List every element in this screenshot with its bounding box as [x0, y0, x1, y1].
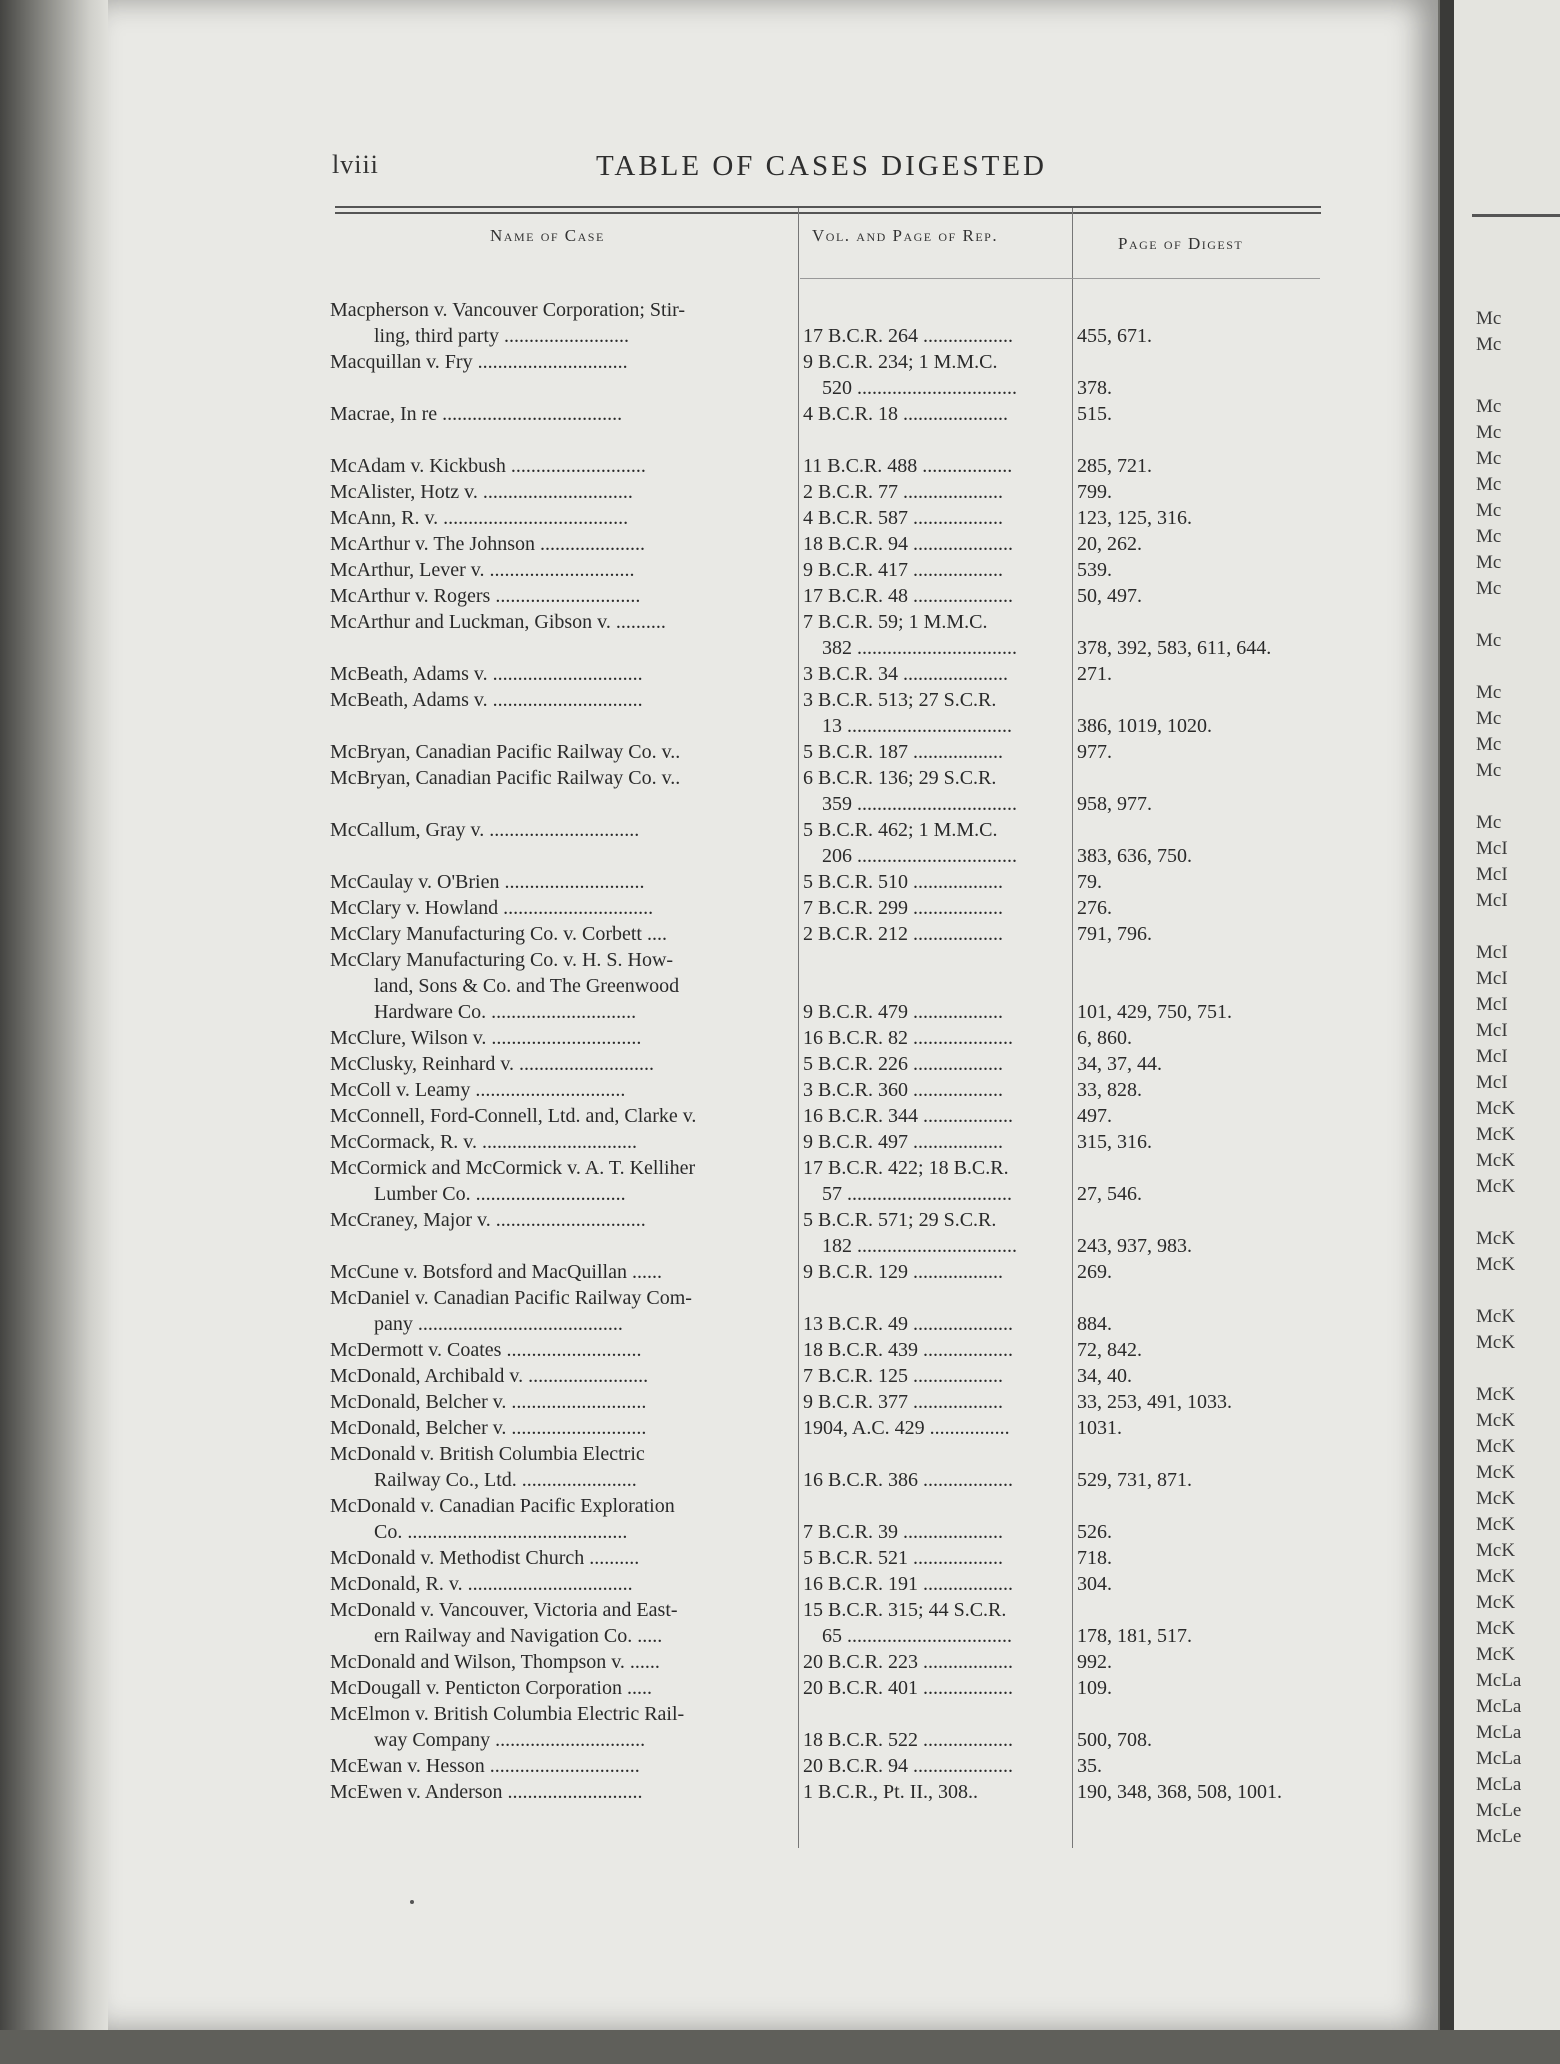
- facing-page-fragment: McK: [1476, 1332, 1516, 1353]
- facing-page-fragment: McK: [1476, 1644, 1516, 1665]
- case-name: McArthur and Luckman, Gibson v. ..........: [330, 611, 666, 633]
- report-reference: 5 B.C.R. 226 ..................: [803, 1053, 1004, 1075]
- digest-pages: 315, 316.: [1077, 1131, 1152, 1153]
- digest-pages: 500, 708.: [1077, 1729, 1152, 1751]
- digest-pages: 1031.: [1077, 1417, 1122, 1439]
- report-reference: 18 B.C.R. 94 ....................: [803, 533, 1014, 555]
- report-reference-continued: 359 ................................: [822, 793, 1017, 815]
- digest-pages: 27, 546.: [1077, 1183, 1142, 1205]
- facing-page-fragment: Mc: [1476, 682, 1502, 703]
- column-separator: [798, 208, 799, 1848]
- case-name: McDermott v. Coates ...........................: [330, 1339, 642, 1361]
- scan-speck: [410, 1900, 414, 1904]
- facing-page-fragment: Mc: [1476, 630, 1502, 651]
- report-reference: 20 B.C.R. 223 ..................: [803, 1651, 1014, 1673]
- facing-page-edge: [1440, 0, 1560, 2064]
- case-name: McAnn, R. v. .....................................: [330, 507, 629, 529]
- case-name: McBeath, Adams v. ..............................: [330, 663, 643, 685]
- report-reference: 16 B.C.R. 344 ..................: [803, 1105, 1014, 1127]
- report-reference: 7 B.C.R. 299 ..................: [803, 897, 1004, 919]
- page-header: [332, 150, 1332, 190]
- report-reference: 9 B.C.R. 129 ..................: [803, 1261, 1004, 1283]
- report-reference: 1 B.C.R., Pt. II., 308..: [803, 1781, 979, 1803]
- report-reference: 6 B.C.R. 136; 29 S.C.R.: [803, 767, 997, 789]
- case-name-continued: ern Railway and Navigation Co. .....: [374, 1625, 663, 1647]
- column-header-volume: Vol. and Page of Rep.: [812, 226, 999, 245]
- digest-pages: 799.: [1077, 481, 1112, 503]
- facing-page-fragment: McLe: [1476, 1800, 1522, 1821]
- report-reference: 2 B.C.R. 212 ..................: [803, 923, 1004, 945]
- facing-page-fragment: Mc: [1476, 334, 1502, 355]
- report-reference-continued: 65 .................................: [822, 1625, 1012, 1647]
- facing-page-fragment: McLe: [1476, 1826, 1522, 1847]
- facing-page-fragment: McI: [1476, 890, 1508, 911]
- report-reference-continued: 57 .................................: [822, 1183, 1012, 1205]
- facing-page-fragment: McI: [1476, 864, 1508, 885]
- facing-page-fragment: McK: [1476, 1124, 1516, 1145]
- case-name: McDonald, Archibald v. ........................: [330, 1365, 649, 1387]
- report-reference: 16 B.C.R. 191 ..................: [803, 1573, 1014, 1595]
- digest-pages: 992.: [1077, 1651, 1112, 1673]
- digest-pages: 190, 348, 368, 508, 1001.: [1077, 1781, 1282, 1803]
- digest-pages: 101, 429, 750, 751.: [1077, 1001, 1232, 1023]
- report-reference: 18 B.C.R. 439 ..................: [803, 1339, 1014, 1361]
- report-reference: 16 B.C.R. 386 ..................: [803, 1469, 1014, 1491]
- case-name: Macpherson v. Vancouver Corporation; Stir-: [330, 299, 686, 321]
- case-name: McDougall v. Penticton Corporation .....: [330, 1677, 652, 1699]
- facing-page-fragment: McK: [1476, 1098, 1516, 1119]
- digest-pages: 386, 1019, 1020.: [1077, 715, 1212, 737]
- digest-pages: 123, 125, 316.: [1077, 507, 1192, 529]
- facing-page-fragment: McLa: [1476, 1670, 1522, 1691]
- digest-pages: 539.: [1077, 559, 1112, 581]
- digest-pages: 33, 828.: [1077, 1079, 1142, 1101]
- report-reference: 18 B.C.R. 522 ..................: [803, 1729, 1014, 1751]
- report-reference: 5 B.C.R. 521 ..................: [803, 1547, 1004, 1569]
- report-reference: 20 B.C.R. 94 ....................: [803, 1755, 1014, 1777]
- report-reference: 17 B.C.R. 422; 18 B.C.R.: [803, 1157, 1009, 1179]
- facing-page-fragment: McK: [1476, 1592, 1516, 1613]
- digest-pages: 35.: [1077, 1755, 1102, 1777]
- digest-pages: 977.: [1077, 741, 1112, 763]
- digest-pages: 269.: [1077, 1261, 1112, 1283]
- facing-page-fragment: Mc: [1476, 500, 1502, 521]
- facing-page-fragment: McK: [1476, 1462, 1516, 1483]
- page-number: lviii: [332, 150, 379, 179]
- facing-page-fragment: McK: [1476, 1436, 1516, 1457]
- digest-pages: 529, 731, 871.: [1077, 1469, 1192, 1491]
- case-name: McArthur v. The Johnson .....................: [330, 533, 645, 555]
- facing-page-fragment: McI: [1476, 1072, 1508, 1093]
- report-reference-continued: 520 ................................: [822, 377, 1017, 399]
- report-reference: 7 B.C.R. 125 ..................: [803, 1365, 1004, 1387]
- report-reference-continued: 182 ................................: [822, 1235, 1017, 1257]
- digest-pages: 304.: [1077, 1573, 1112, 1595]
- digest-pages: 50, 497.: [1077, 585, 1142, 607]
- case-name: McDonald and Wilson, Thompson v. ......: [330, 1651, 660, 1673]
- facing-page-fragment: Mc: [1476, 308, 1502, 329]
- digest-pages: 718.: [1077, 1547, 1112, 1569]
- report-reference: 5 B.C.R. 571; 29 S.C.R.: [803, 1209, 997, 1231]
- digest-pages: 6, 860.: [1077, 1027, 1132, 1049]
- case-name: McDonald v. British Columbia Electric: [330, 1443, 645, 1465]
- case-name: McDonald, R. v. .................................: [330, 1573, 633, 1595]
- report-reference: 7 B.C.R. 39 ....................: [803, 1521, 1004, 1543]
- case-name: McClary v. Howland ..............................: [330, 897, 654, 919]
- case-name: McClure, Wilson v. ..............................: [330, 1027, 642, 1049]
- facing-page-fragment: McK: [1476, 1150, 1516, 1171]
- facing-page-fragment: McI: [1476, 1046, 1508, 1067]
- case-name: McClary Manufacturing Co. v. Corbett ....: [330, 923, 667, 945]
- header-rule-bottom: [335, 212, 1321, 214]
- case-name: McBryan, Canadian Pacific Railway Co. v..: [330, 767, 681, 789]
- case-name-continued: way Company ..............................: [374, 1729, 646, 1751]
- facing-page-rule: [1472, 214, 1560, 217]
- case-name: Macrae, In re ....................................: [330, 403, 623, 425]
- report-reference: 4 B.C.R. 18 .....................: [803, 403, 1009, 425]
- digest-pages: 79.: [1077, 871, 1102, 893]
- report-reference: 17 B.C.R. 48 ....................: [803, 585, 1014, 607]
- case-name: McDonald, Belcher v. ...........................: [330, 1391, 647, 1413]
- case-name: McDaniel v. Canadian Pacific Railway Com-: [330, 1287, 692, 1309]
- facing-page-fragment: Mc: [1476, 474, 1502, 495]
- digest-pages: 276.: [1077, 897, 1112, 919]
- report-reference: 3 B.C.R. 34 .....................: [803, 663, 1009, 685]
- digest-pages: 884.: [1077, 1313, 1112, 1335]
- digest-pages: 271.: [1077, 663, 1112, 685]
- facing-page-fragment: McK: [1476, 1540, 1516, 1561]
- report-reference: 2 B.C.R. 77 ....................: [803, 481, 1004, 503]
- facing-page-fragment: McLa: [1476, 1774, 1522, 1795]
- case-name: McClary Manufacturing Co. v. H. S. How-: [330, 949, 674, 971]
- case-name-continued: Lumber Co. ..............................: [374, 1183, 626, 1205]
- case-name: McCraney, Major v. ..............................: [330, 1209, 646, 1231]
- facing-page-fragment: McI: [1476, 968, 1508, 989]
- report-reference: 5 B.C.R. 510 ..................: [803, 871, 1004, 893]
- facing-page-fragment: McK: [1476, 1306, 1516, 1327]
- case-name: McDonald, Belcher v. ...........................: [330, 1417, 647, 1439]
- page-title: TABLE OF CASES DIGESTED: [596, 150, 1047, 182]
- digest-pages: 34, 40.: [1077, 1365, 1132, 1387]
- facing-page-fragment: McI: [1476, 1020, 1508, 1041]
- facing-page-fragment: Mc: [1476, 448, 1502, 469]
- facing-page-fragment: McK: [1476, 1228, 1516, 1249]
- digest-pages: 515.: [1077, 403, 1112, 425]
- case-name: McClusky, Reinhard v. ...........................: [330, 1053, 655, 1075]
- report-reference: 9 B.C.R. 479 ..................: [803, 1001, 1004, 1023]
- facing-page-fragment: McI: [1476, 994, 1508, 1015]
- facing-page-fragment: McLa: [1476, 1748, 1522, 1769]
- case-name-continued: pany .........................................: [374, 1313, 623, 1335]
- facing-page-fragment: McI: [1476, 838, 1508, 859]
- facing-page-fragment: Mc: [1476, 734, 1502, 755]
- report-reference-continued: 382 ................................: [822, 637, 1017, 659]
- facing-page-fragment: McK: [1476, 1410, 1516, 1431]
- digest-pages: 383, 636, 750.: [1077, 845, 1192, 867]
- digest-pages: 497.: [1077, 1105, 1112, 1127]
- digest-pages: 958, 977.: [1077, 793, 1152, 815]
- report-reference: 4 B.C.R. 587 ..................: [803, 507, 1004, 529]
- report-reference: 3 B.C.R. 513; 27 S.C.R.: [803, 689, 997, 711]
- report-reference: 9 B.C.R. 497 ..................: [803, 1131, 1004, 1153]
- scan-bottom-edge: [0, 2030, 1560, 2064]
- report-reference: 7 B.C.R. 59; 1 M.M.C.: [803, 611, 988, 633]
- case-name: McConnell, Ford-Connell, Ltd. and, Clarke v.: [330, 1105, 697, 1127]
- report-reference: 17 B.C.R. 264 ..................: [803, 325, 1014, 347]
- facing-page-fragment: McLa: [1476, 1722, 1522, 1743]
- digest-pages: 243, 937, 983.: [1077, 1235, 1192, 1257]
- case-name: McCormick and McCormick v. A. T. Kelliher: [330, 1157, 696, 1179]
- report-reference: 9 B.C.R. 377 ..................: [803, 1391, 1004, 1413]
- case-name: McArthur, Lever v. .............................: [330, 559, 635, 581]
- facing-page-fragment: McK: [1476, 1566, 1516, 1587]
- case-name: McCune v. Botsford and MacQuillan ......: [330, 1261, 662, 1283]
- case-name: McCallum, Gray v. ..............................: [330, 819, 640, 841]
- scan-binding-edge: [0, 0, 112, 2064]
- report-reference: 1904, A.C. 429 ................: [803, 1417, 1010, 1439]
- case-name: McBeath, Adams v. ..............................: [330, 689, 643, 711]
- digest-pages: 378.: [1077, 377, 1112, 399]
- report-reference: 13 B.C.R. 49 ....................: [803, 1313, 1014, 1335]
- column-header-name: Name of Case: [490, 226, 605, 245]
- facing-page-fragment: Mc: [1476, 812, 1502, 833]
- case-name: McCaulay v. O'Brien ............................: [330, 871, 645, 893]
- report-reference: 11 B.C.R. 488 ..................: [803, 455, 1013, 477]
- facing-page-fragment: McK: [1476, 1488, 1516, 1509]
- digest-pages: 455, 671.: [1077, 325, 1152, 347]
- case-name: McDonald v. Canadian Pacific Exploration: [330, 1495, 675, 1517]
- facing-page-fragment: McK: [1476, 1176, 1516, 1197]
- column-separator: [1072, 208, 1073, 1848]
- case-name: McEwan v. Hesson ..............................: [330, 1755, 640, 1777]
- case-name-continued: Co. ............................................: [374, 1521, 628, 1543]
- digest-pages: 178, 181, 517.: [1077, 1625, 1192, 1647]
- column-header-rule: [800, 278, 1320, 279]
- facing-page-fragment: McK: [1476, 1384, 1516, 1405]
- report-reference: 9 B.C.R. 417 ..................: [803, 559, 1004, 581]
- case-name-continued: Hardware Co. .............................: [374, 1001, 637, 1023]
- report-reference-continued: 13 .................................: [822, 715, 1012, 737]
- report-reference: 20 B.C.R. 401 ..................: [803, 1677, 1014, 1699]
- report-reference: 9 B.C.R. 234; 1 M.M.C.: [803, 351, 998, 373]
- report-reference-continued: 206 ................................: [822, 845, 1017, 867]
- digest-pages: 285, 721.: [1077, 455, 1152, 477]
- case-name: McAdam v. Kickbush ...........................: [330, 455, 646, 477]
- facing-page-fragment: Mc: [1476, 578, 1502, 599]
- report-reference: 5 B.C.R. 187 ..................: [803, 741, 1004, 763]
- digest-pages: 72, 842.: [1077, 1339, 1142, 1361]
- facing-page-fragment: McLa: [1476, 1696, 1522, 1717]
- case-name: Macquillan v. Fry ..............................: [330, 351, 628, 373]
- case-name-continued: land, Sons & Co. and The Greenwood: [374, 975, 680, 997]
- facing-page-fragment: Mc: [1476, 708, 1502, 729]
- case-name: McDonald v. Methodist Church ..........: [330, 1547, 640, 1569]
- case-name: McArthur v. Rogers .............................: [330, 585, 641, 607]
- facing-page-fragment: McK: [1476, 1514, 1516, 1535]
- facing-page-fragment: McK: [1476, 1618, 1516, 1639]
- report-reference: 16 B.C.R. 82 ....................: [803, 1027, 1014, 1049]
- facing-page-fragment: Mc: [1476, 552, 1502, 573]
- case-name: McBryan, Canadian Pacific Railway Co. v..: [330, 741, 681, 763]
- case-name: McDonald v. Vancouver, Victoria and East-: [330, 1599, 678, 1621]
- report-reference: 3 B.C.R. 360 ..................: [803, 1079, 1004, 1101]
- digest-pages: 791, 796.: [1077, 923, 1152, 945]
- case-name: McColl v. Leamy ..............................: [330, 1079, 626, 1101]
- digest-pages: 33, 253, 491, 1033.: [1077, 1391, 1232, 1413]
- digest-pages: 378, 392, 583, 611, 644.: [1077, 637, 1272, 659]
- facing-page-fragment: Mc: [1476, 396, 1502, 417]
- case-name: McEwen v. Anderson ...........................: [330, 1781, 643, 1803]
- facing-page-fragment: McI: [1476, 942, 1508, 963]
- facing-page-fragment: Mc: [1476, 422, 1502, 443]
- digest-pages: 526.: [1077, 1521, 1112, 1543]
- report-reference: 5 B.C.R. 462; 1 M.M.C.: [803, 819, 998, 841]
- case-name-continued: Railway Co., Ltd. .......................: [374, 1469, 637, 1491]
- column-header-digest: Page of Digest: [1118, 234, 1244, 253]
- facing-page-fragment: Mc: [1476, 526, 1502, 547]
- case-name: McElmon v. British Columbia Electric Rail-: [330, 1703, 685, 1725]
- digest-pages: 109.: [1077, 1677, 1112, 1699]
- case-name: McCormack, R. v. ...............................: [330, 1131, 638, 1153]
- header-rule-top: [335, 206, 1321, 208]
- facing-page-fragment: McK: [1476, 1254, 1516, 1275]
- digest-pages: 34, 37, 44.: [1077, 1053, 1162, 1075]
- report-reference: 15 B.C.R. 315; 44 S.C.R.: [803, 1599, 1007, 1621]
- case-name-continued: ling, third party .........................: [374, 325, 629, 347]
- facing-page-fragment: Mc: [1476, 760, 1502, 781]
- digest-pages: 20, 262.: [1077, 533, 1142, 555]
- case-name: McAlister, Hotz v. ..............................: [330, 481, 633, 503]
